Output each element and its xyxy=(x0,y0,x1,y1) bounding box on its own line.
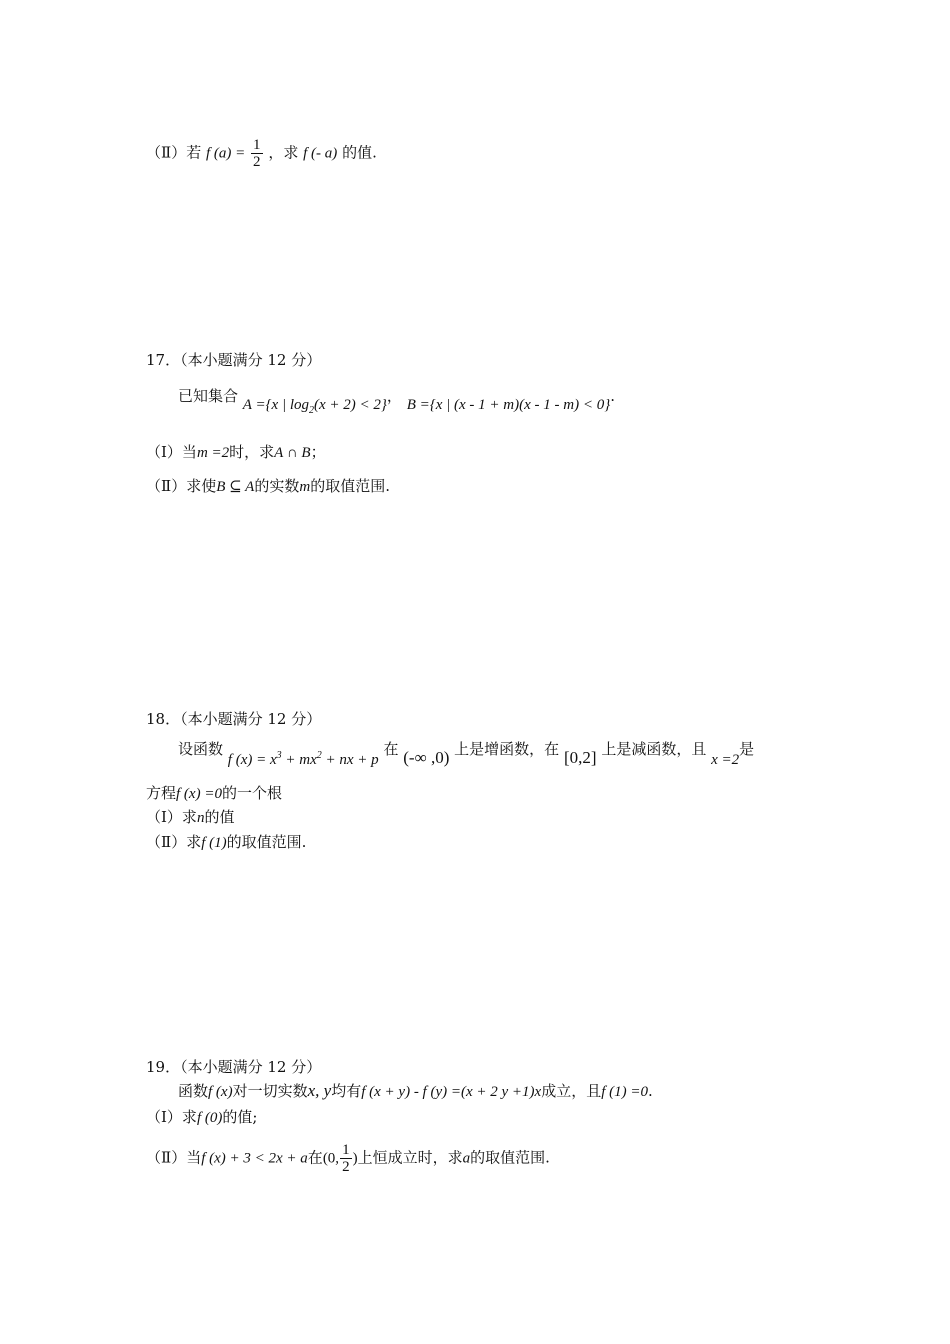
q18-line2-prefix: 方程 xyxy=(146,784,177,802)
q19-part2 xyxy=(146,1142,550,1175)
q19-part1-prefix: （Ⅰ）求 xyxy=(146,1108,197,1126)
q19-part1 xyxy=(146,1107,257,1128)
q16-part2-expr: f (- a) xyxy=(303,145,338,162)
fraction-numerator: 1 xyxy=(253,137,261,153)
q17-set-a-text: A ={x | log xyxy=(242,397,310,413)
q19-part2-prefix: （Ⅱ）当 xyxy=(146,1148,202,1167)
q18-line2-expr: f (x) =0 xyxy=(176,786,222,802)
q17-log-base: 2 xyxy=(309,405,315,416)
q19-func: f (x) xyxy=(208,1084,233,1100)
q17-part2-mid: 的实数 xyxy=(254,477,300,495)
q17-part1-expr: A ∩ B xyxy=(274,445,311,461)
q18-intro-line xyxy=(178,736,755,768)
q19-intro-line xyxy=(178,1081,653,1102)
q16-part2-mid: ，求 xyxy=(268,143,299,162)
q17-set-a xyxy=(242,397,387,416)
q17-intro: 已知集合 xyxy=(178,387,239,405)
q17-comma: ， xyxy=(386,387,402,405)
fraction-denominator: 2 xyxy=(253,154,261,170)
q18-exp2: 2 xyxy=(316,750,322,761)
q19-period: . xyxy=(648,1082,653,1100)
q19-text-a: 对一切实数 xyxy=(232,1082,308,1100)
q18-part2-expr: f (1) xyxy=(201,835,227,851)
q18-part1-prefix: （Ⅰ）求 xyxy=(146,808,197,826)
q19-text-b: 均有 xyxy=(331,1082,362,1100)
q19-header: 19．（本小题满分 12 分） xyxy=(146,1058,322,1076)
q17-part2-var: m xyxy=(299,479,311,495)
q17-part2-suffix: 的取值范围. xyxy=(310,477,390,495)
q19-text-c: 成立，且 xyxy=(541,1082,602,1100)
q19-half-fraction xyxy=(340,1142,352,1175)
q19-part2-var: a xyxy=(462,1150,471,1167)
q18-intro: 设函数 xyxy=(178,740,224,758)
q18-part1 xyxy=(146,807,234,828)
q17-set-b: B ={x | (x - 1 + m)(x - 1 - m) < 0} xyxy=(406,397,611,413)
q19-cond: f (1) =0 xyxy=(601,1084,649,1100)
q17-part2 xyxy=(146,476,390,497)
q18-interval1: (-∞ ,0) xyxy=(403,748,450,767)
q18-part1-suffix: 的值 xyxy=(204,808,235,826)
q19-part2-suffix: 的取值范围. xyxy=(470,1148,550,1167)
q17-part1-suffix: ； xyxy=(310,443,326,461)
q19-part1-expr: f (0) xyxy=(196,1110,223,1126)
q17-intro-line xyxy=(178,386,615,416)
q18-exp3: 3 xyxy=(276,750,282,761)
q18-header: 18．（本小题满分 12 分） xyxy=(146,710,322,728)
q18-root-cond: x =2 xyxy=(711,752,740,768)
fraction-denominator: 2 xyxy=(342,1159,350,1175)
q17-part1-cond: m =2 xyxy=(196,445,230,461)
fraction-numerator: 1 xyxy=(342,1142,350,1158)
q18-part2 xyxy=(146,832,306,853)
q18-word-on: 在 xyxy=(383,740,399,758)
q18-func-b: + mx xyxy=(281,752,317,768)
q18-func-a: f (x) = x xyxy=(227,752,277,768)
q18-function xyxy=(228,752,379,768)
q19-vars: x, y xyxy=(307,1081,332,1100)
q16-part2-prefix: （Ⅱ）若 xyxy=(146,143,202,162)
q19-part1-suffix: 的值; xyxy=(222,1108,258,1126)
q18-line2-suffix: 的一个根 xyxy=(221,784,282,802)
q17-period: . xyxy=(610,387,615,405)
q19-interval-open: (0, xyxy=(322,1150,340,1167)
q16-part2-condition: f (a) = xyxy=(205,145,246,162)
q19-interval-close: ) xyxy=(352,1150,358,1167)
q18-line2 xyxy=(146,783,282,804)
q17-set-a-rest: (x + 2) < 2} xyxy=(314,397,387,413)
q17-part2-prefix: （Ⅱ）求使 xyxy=(146,477,217,495)
q18-is-text: 是 xyxy=(739,740,755,758)
q17-part2-expr: B ⊆ A xyxy=(216,479,255,495)
q18-func-c: + nx + p xyxy=(321,752,379,768)
q19-intro: 函数 xyxy=(178,1082,209,1100)
q18-dec-text: 上是减函数，且 xyxy=(601,740,707,758)
q17-header: 17．（本小题满分 12 分） xyxy=(146,351,322,369)
q18-part2-prefix: （Ⅱ）求 xyxy=(146,833,202,851)
q18-interval2: [0,2] xyxy=(563,748,597,767)
q19-equation: f (x + y) - f (y) =(x + 2 y +1)x xyxy=(361,1084,542,1100)
q16-part2-suffix: 的值. xyxy=(342,143,377,162)
q18-part1-var: n xyxy=(196,810,205,826)
q17-part1-prefix: （Ⅰ）当 xyxy=(146,443,197,461)
q18-part2-suffix: 的取值范围. xyxy=(226,833,307,851)
q16-part2 xyxy=(146,137,377,170)
q18-inc-text: 上是增函数，在 xyxy=(454,740,560,758)
q16-half-fraction xyxy=(251,137,263,170)
q19-part2-in: 在 xyxy=(307,1148,323,1167)
q19-part2-mid: 上恒成立时，求 xyxy=(357,1148,463,1167)
q17-part1-mid: 时，求 xyxy=(229,443,275,461)
q17-part1 xyxy=(146,442,326,463)
q19-part2-ineq: f (x) + 3 < 2x + a xyxy=(201,1150,308,1167)
